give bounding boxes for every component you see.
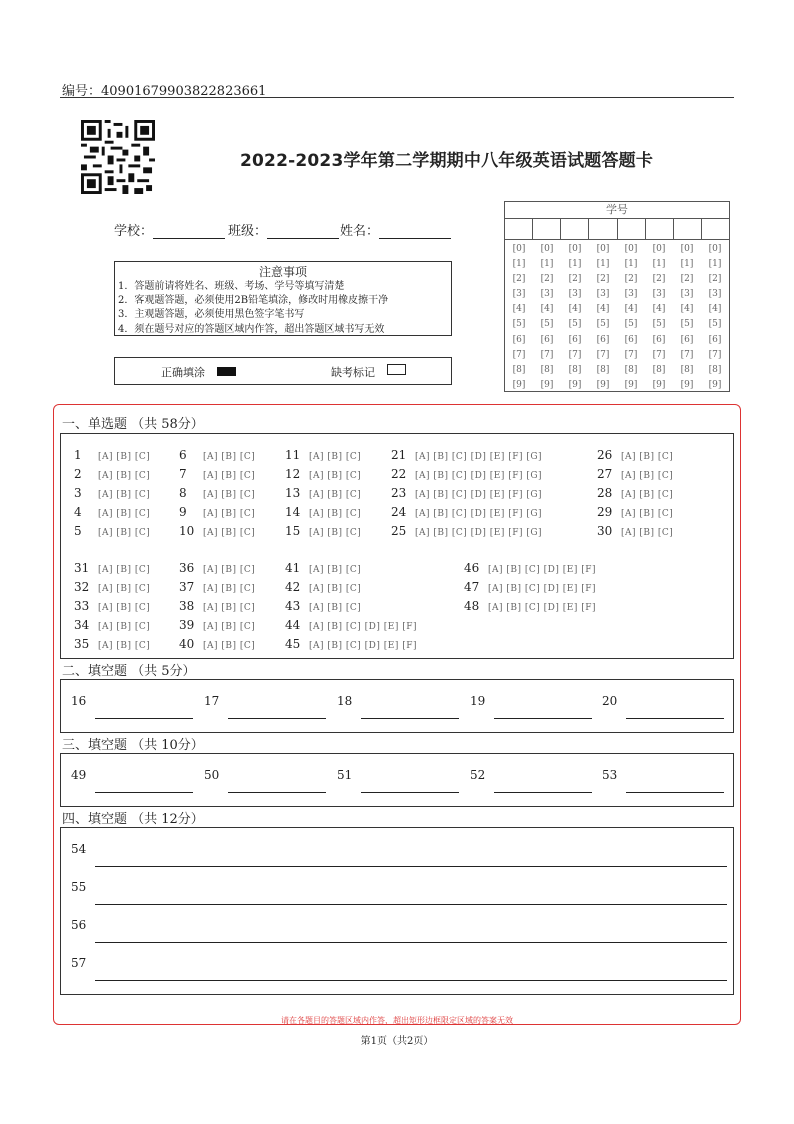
id-bubble[interactable]: [9] [512,379,526,390]
answer-options[interactable]: [A] [B] [C] [D] [E] [F] [G] [415,509,543,519]
id-bubble[interactable]: [2] [596,274,610,285]
id-bubble[interactable]: [6] [708,334,722,345]
id-bubble[interactable]: [2] [568,274,582,285]
choice-question [179,501,255,520]
choice-box [60,433,734,659]
school-blank[interactable] [153,224,225,239]
id-bubble[interactable]: [8] [708,364,722,375]
question-number: 11 [285,448,301,462]
id-bubble[interactable]: [7] [512,349,526,360]
section4-title: 四、填空题 （共 12分） [62,812,204,827]
answer-blank[interactable] [494,792,592,793]
id-bubble[interactable]: [1] [568,259,582,270]
id-write-cell[interactable] [533,219,561,239]
id-bubble[interactable]: [9] [680,379,694,390]
answer-options[interactable]: [A] [B] [C] [D] [E] [F] [G] [415,452,543,462]
question-number: 3 [74,486,82,500]
class-field[interactable] [228,220,339,239]
answer-options[interactable]: [A] [B] [C] [203,471,256,481]
page-number: 第1页（共2页） [360,1036,434,1047]
blank-number: 50 [204,768,220,782]
answer-options[interactable]: [A] [B] [C] [98,603,151,613]
id-write-cell[interactable] [702,219,729,239]
choice-question [179,595,255,614]
answer-options[interactable]: [A] [B] [C] [203,622,256,632]
fill-box-3 [60,753,734,807]
name-field[interactable] [340,220,451,239]
question-number: 14 [285,505,301,519]
question-number: 5 [74,524,82,538]
question-number: 32 [74,580,90,594]
question-number: 15 [285,524,301,538]
id-bubble[interactable]: [9] [568,379,582,390]
id-bubble[interactable]: [3] [540,289,554,300]
id-write-cell[interactable] [589,219,617,239]
answer-line[interactable] [95,904,727,905]
student-id-write-row [505,219,729,240]
id-bubble[interactable]: [0] [624,244,638,254]
page-title: 2022-2023学年第二学期期中八年级英语试题答题卡 [240,151,654,171]
id-bubble[interactable]: [4] [596,304,610,315]
id-bubble[interactable]: [4] [540,304,554,315]
choice-question [285,444,361,463]
notice-item: 2．客观题答题，必须使用2B铅笔填涂，修改时用橡皮擦干净 [118,295,389,307]
notice-item: 4．须在题号对应的答题区域内作答，超出答题区域书写无效 [118,323,385,335]
question-number: 8 [179,486,187,500]
answer-options[interactable]: [A] [B] [C] [203,509,256,519]
answer-options[interactable]: [A] [B] [C] [309,452,362,462]
id-bubble[interactable]: [7] [680,349,694,360]
id-bubble[interactable]: [3] [624,289,638,300]
id-bubble[interactable]: [0] [680,244,694,254]
question-number: 1 [74,448,82,462]
id-bubble[interactable]: [5] [512,319,526,330]
choice-question [464,595,596,614]
id-bubble[interactable]: [1] [596,259,610,270]
question-number: 36 [179,561,195,575]
answer-options[interactable]: [A] [B] [C] [203,452,256,462]
answer-options[interactable]: [A] [B] [C] [98,584,151,594]
id-bubble-column [533,240,561,393]
blank-number: 19 [470,694,486,708]
id-bubble[interactable]: [7] [708,349,722,360]
header-divider [60,97,734,98]
id-bubble[interactable]: [4] [652,304,666,315]
id-bubble[interactable]: [8] [540,364,554,375]
choice-question [391,444,542,463]
question-number: 25 [391,524,407,538]
choice-question [74,557,150,576]
student-id-grid [504,201,730,392]
answer-blank[interactable] [494,718,592,719]
answer-options[interactable]: [A] [B] [C] [309,490,362,500]
question-number: 45 [285,637,301,651]
class-blank[interactable] [267,224,339,239]
id-bubble[interactable]: [6] [624,334,638,345]
answer-blank[interactable] [361,718,459,719]
answer-blank[interactable] [228,718,326,719]
student-id-title: 学号 [505,202,729,219]
answer-options[interactable]: [A] [B] [C] [621,452,674,462]
choice-question [391,463,542,482]
answer-options[interactable]: [A] [B] [C] [203,490,256,500]
notice-item: 1．答题前请将姓名、班级、考场、学号等填写清楚 [118,281,345,292]
section3-title: 三、填空题 （共 10分） [62,738,204,753]
answer-options[interactable]: [A] [B] [C] [309,603,362,613]
choice-question [597,463,673,482]
id-bubble[interactable]: [7] [596,349,610,360]
blank-number: 54 [71,842,87,856]
choice-question [179,463,255,482]
id-bubble[interactable]: [7] [568,349,582,360]
id-write-cell[interactable] [674,219,702,239]
question-number: 6 [179,448,187,462]
qr-code-icon [81,120,155,194]
id-bubble[interactable]: [5] [708,319,722,330]
question-number: 12 [285,467,301,481]
question-number: 9 [179,505,187,519]
question-number: 22 [391,467,407,481]
id-bubble[interactable]: [5] [624,319,638,330]
question-number: 4 [74,505,82,519]
footer-note: 请在各题目的答题区域内作答，超出矩形边框限定区域的答案无效 [281,1016,513,1025]
id-bubble[interactable]: [3] [680,289,694,300]
answer-blank[interactable] [361,792,459,793]
answer-options[interactable]: [A] [B] [C] [D] [E] [F] [309,641,417,651]
question-number: 48 [464,599,480,613]
id-bubble[interactable]: [9] [624,379,638,390]
choice-question [285,463,361,482]
id-bubble[interactable]: [8] [568,364,582,375]
id-bubble[interactable]: [6] [568,334,582,345]
choice-question [597,482,673,501]
id-bubble[interactable]: [8] [680,364,694,375]
answer-area [53,404,741,1025]
id-bubble[interactable]: [7] [540,349,554,360]
choice-question [391,482,542,501]
id-bubble-column [561,240,589,393]
id-bubble[interactable]: [0] [540,244,554,254]
choice-question [391,520,542,539]
choice-question [179,444,255,463]
id-bubble[interactable]: [0] [512,244,526,254]
fill-legend [114,357,452,385]
answer-blank[interactable] [95,792,193,793]
answer-blank[interactable] [228,792,326,793]
section2-title: 二、填空题 （共 5分） [62,664,196,679]
id-bubble[interactable]: [8] [652,364,666,375]
choice-question [285,595,361,614]
choice-question [179,557,255,576]
id-bubble[interactable]: [1] [708,259,722,270]
choice-question [74,463,150,482]
answer-options[interactable]: [A] [B] [C] [203,565,256,575]
id-bubble[interactable]: [9] [652,379,666,390]
id-bubble[interactable]: [2] [708,274,722,285]
id-bubble[interactable]: [6] [652,334,666,345]
question-number: 29 [597,505,613,519]
question-number: 33 [74,599,90,613]
id-bubble[interactable]: [4] [680,304,694,315]
name-blank[interactable] [379,224,451,239]
blank-number: 17 [204,694,220,708]
choice-question [179,482,255,501]
blank-number: 52 [470,768,486,782]
class-label: 班级： [228,224,268,239]
answer-line[interactable] [95,866,727,867]
id-bubble[interactable]: [2] [512,274,526,285]
id-bubble[interactable]: [3] [512,289,526,300]
id-bubble[interactable]: [8] [596,364,610,375]
student-id-bubbles [505,240,729,393]
question-number: 41 [285,561,301,575]
choice-question [597,444,673,463]
answer-options[interactable]: [A] [B] [C] [309,509,362,519]
blank-number: 56 [71,918,87,932]
id-bubble[interactable]: [5] [596,319,610,330]
answer-options[interactable]: [A] [B] [C] [621,471,674,481]
choice-question [285,520,361,539]
choice-question [464,557,596,576]
choice-question [285,482,361,501]
id-bubble[interactable]: [4] [512,304,526,315]
name-label: 姓名： [340,224,380,239]
choice-question [74,520,150,539]
notice-box [114,261,452,336]
choice-question [391,501,542,520]
choice-question [285,576,361,595]
question-number: 39 [179,618,195,632]
id-bubble[interactable]: [5] [568,319,582,330]
notice-title: 注意事项 [258,265,307,279]
answer-options[interactable]: [A] [B] [C] [98,471,151,481]
id-bubble[interactable]: [9] [540,379,554,390]
notice-item: 3．主观题答题，必须使用黑色签字笔书写 [118,309,305,321]
id-bubble[interactable]: [1] [512,259,526,270]
question-number: 35 [74,637,90,651]
id-bubble[interactable]: [6] [512,334,526,345]
id-bubble[interactable]: [0] [652,244,666,254]
answer-options[interactable]: [A] [B] [C] [D] [E] [F] [G] [415,528,543,538]
id-bubble[interactable]: [4] [708,304,722,315]
question-number: 40 [179,637,195,651]
blank-number: 18 [337,694,353,708]
id-bubble[interactable]: [2] [624,274,638,285]
school-label: 学校： [114,224,154,239]
question-number: 42 [285,580,301,594]
question-number: 38 [179,599,195,613]
answer-blank[interactable] [95,718,193,719]
answer-options[interactable]: [A] [B] [C] [309,565,362,575]
id-bubble[interactable]: [3] [708,289,722,300]
choice-question [285,501,361,520]
choice-question [74,482,150,501]
id-bubble[interactable]: [1] [624,259,638,270]
blank-number: 55 [71,880,87,894]
choice-question [74,576,150,595]
answer-options[interactable]: [A] [B] [C] [98,622,151,632]
id-bubble[interactable]: [9] [708,379,722,390]
answer-line[interactable] [95,980,727,981]
id-write-cell[interactable] [646,219,674,239]
question-number: 23 [391,486,407,500]
choice-question [179,520,255,539]
choice-question [74,633,150,652]
serial-label: 编号： [62,84,102,99]
id-bubble-column [701,240,729,393]
id-bubble[interactable]: [0] [568,244,582,254]
fill-box-4 [60,827,734,995]
question-number: 34 [74,618,90,632]
id-bubble[interactable]: [3] [652,289,666,300]
id-bubble[interactable]: [4] [624,304,638,315]
blank-number: 57 [71,956,87,970]
id-bubble-column [617,240,645,393]
choice-question [74,501,150,520]
question-number: 24 [391,505,407,519]
answer-options[interactable]: [A] [B] [C] [D] [E] [F] [488,603,596,613]
answer-options[interactable]: [A] [B] [C] [98,490,151,500]
id-bubble[interactable]: [8] [512,364,526,375]
answer-options[interactable]: [A] [B] [C] [98,528,151,538]
choice-question [74,444,150,463]
id-bubble[interactable]: [4] [568,304,582,315]
answer-options[interactable]: [A] [B] [C] [98,565,151,575]
question-number: 46 [464,561,480,575]
id-write-cell[interactable] [505,219,533,239]
id-bubble[interactable]: [7] [652,349,666,360]
question-number: 43 [285,599,301,613]
id-bubble[interactable]: [5] [680,319,694,330]
answer-blank[interactable] [626,718,724,719]
answer-options[interactable]: [A] [B] [C] [203,528,256,538]
id-bubble[interactable]: [3] [596,289,610,300]
answer-options[interactable]: [A] [B] [C] [203,603,256,613]
answer-options[interactable]: [A] [B] [C] [309,471,362,481]
question-number: 28 [597,486,613,500]
id-bubble-column [505,240,533,393]
answer-options[interactable]: [A] [B] [C] [98,509,151,519]
id-bubble[interactable]: [0] [708,244,722,254]
answer-options[interactable]: [A] [B] [C] [309,528,362,538]
id-bubble[interactable]: [1] [652,259,666,270]
absent-mark-label: 缺考标记 [331,366,375,379]
blank-number: 20 [602,694,618,708]
choice-question [597,520,673,539]
question-number: 10 [179,524,195,538]
blank-number: 16 [71,694,87,708]
question-number: 30 [597,524,613,538]
answer-options[interactable]: [A] [B] [C] [203,584,256,594]
question-number: 31 [74,561,90,575]
question-number: 2 [74,467,82,481]
id-bubble[interactable]: [7] [624,349,638,360]
question-number: 21 [391,448,407,462]
blank-number: 49 [71,768,87,782]
filled-box-icon [217,367,236,376]
choice-question [179,614,255,633]
choice-question [74,595,150,614]
choice-question [597,501,673,520]
id-bubble[interactable]: [6] [680,334,694,345]
id-bubble[interactable]: [2] [680,274,694,285]
blank-number: 53 [602,768,618,782]
id-write-cell[interactable] [618,219,646,239]
answer-options[interactable]: [A] [B] [C] [D] [E] [F] [488,584,596,594]
id-bubble[interactable]: [5] [652,319,666,330]
choice-question [285,633,417,652]
answer-options[interactable]: [A] [B] [C] [D] [E] [F] [488,565,596,575]
id-bubble[interactable]: [1] [540,259,554,270]
id-write-cell[interactable] [561,219,589,239]
id-bubble[interactable]: [2] [540,274,554,285]
id-bubble-column [589,240,617,393]
id-bubble[interactable]: [6] [540,334,554,345]
answer-options[interactable]: [A] [B] [C] [621,509,674,519]
question-number: 27 [597,467,613,481]
question-number: 37 [179,580,195,594]
question-number: 26 [597,448,613,462]
question-number: 44 [285,618,301,632]
choice-question [285,557,361,576]
answer-line[interactable] [95,942,727,943]
correct-fill-label: 正确填涂 [161,366,205,379]
serial-value: 40901679903822823661 [101,84,267,99]
id-bubble[interactable]: [5] [540,319,554,330]
answer-options[interactable]: [A] [B] [C] [203,641,256,651]
absent-checkbox[interactable] [387,364,406,375]
choice-question [464,576,596,595]
fill-box-2 [60,679,734,733]
choice-question [179,633,255,652]
id-bubble[interactable]: [8] [624,364,638,375]
answer-options[interactable]: [A] [B] [C] [621,528,674,538]
answer-options[interactable]: [A] [B] [C] [D] [E] [F] [G] [415,490,543,500]
id-bubble-column [645,240,673,393]
id-bubble[interactable]: [2] [652,274,666,285]
answer-blank[interactable] [626,792,724,793]
answer-options[interactable]: [A] [B] [C] [D] [E] [F] [G] [415,471,543,481]
id-bubble[interactable]: [0] [596,244,610,254]
question-number: 47 [464,580,480,594]
question-number: 7 [179,467,187,481]
choice-question [74,614,150,633]
id-bubble[interactable]: [6] [596,334,610,345]
section1-title: 一、单选题 （共 58分） [62,417,204,432]
choice-question [179,576,255,595]
blank-number: 51 [337,768,353,782]
school-field[interactable] [114,220,225,239]
choice-question [285,614,417,633]
id-bubble-column [673,240,701,393]
answer-options[interactable]: [A] [B] [C] [98,452,151,462]
answer-options[interactable]: [A] [B] [C] [309,584,362,594]
answer-options[interactable]: [A] [B] [C] [D] [E] [F] [309,622,417,632]
id-bubble[interactable]: [1] [680,259,694,270]
answer-options[interactable]: [A] [B] [C] [98,641,151,651]
id-bubble[interactable]: [9] [596,379,610,390]
answer-options[interactable]: [A] [B] [C] [621,490,674,500]
question-number: 13 [285,486,301,500]
id-bubble[interactable]: [3] [568,289,582,300]
